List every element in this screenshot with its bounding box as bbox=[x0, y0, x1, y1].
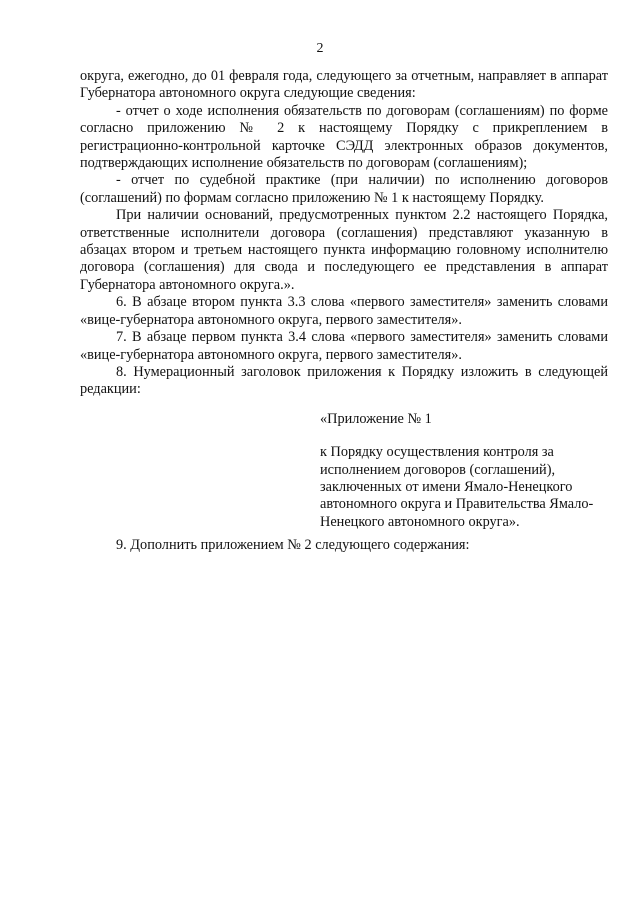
appendix-title: «Приложение № 1 bbox=[320, 410, 432, 427]
page-number: 2 bbox=[316, 41, 324, 56]
paragraph-report-progress: - отчет о ходе исполнения обязательств по договорам (соглашениям) по форме согласно приложению № 2 к настоящему Порядку с прикреплением в регистрационно-контрольной карточке СЭДД электронных образов документов, подтверждающих исполнение обязательств по договорам (соглашениям); bbox=[80, 102, 608, 172]
paragraph-report-judicial: - отчет по судебной практике (при наличии) по исполнению договоров (соглашений) по формам согласно приложению № 1 к настоящему Порядку. bbox=[80, 172, 608, 206]
paragraph-continuation: округа, ежегодно, до 01 февраля года, следующего за отчетным, направляет в аппарат Губернатора автономного округа следующие сведения: bbox=[80, 68, 608, 102]
paragraph-item-7: 7. В абзаце первом пункта 3.4 слова «первого заместителя» заменить словами «вице-губернатора автономного округа, первого заместителя». bbox=[80, 329, 608, 363]
paragraph-item-6: 6. В абзаце втором пункта 3.3 слова «первого заместителя» заменить словами «вице-губернатора автономного округа, первого заместителя». bbox=[80, 294, 608, 328]
paragraph-item-9: 9. Дополнить приложением № 2 следующего содержания: bbox=[116, 537, 470, 554]
document-body bbox=[80, 68, 608, 555]
paragraph-item-8: 8. Нумерационный заголовок приложения к Порядку изложить в следующей редакции: bbox=[80, 363, 608, 398]
paragraph-grounds: При наличии оснований, предусмотренных пунктом 2.2 настоящего Порядка, ответственные исполнители договора (соглашения) представляют указанную в абзацах втором и третьем настоящего пункта информацию головному исполнителю договора (соглашения) для свода и последующего ее представления в аппарат Губернатора автономного округа.». bbox=[80, 207, 608, 293]
appendix-subtitle: к Порядку осуществления контроля за исполнением договоров (соглашений), заключенных от имени Ямало-Ненецкого автономного округа и Правительства Ямало-Ненецкого автономного округа». bbox=[320, 444, 594, 530]
